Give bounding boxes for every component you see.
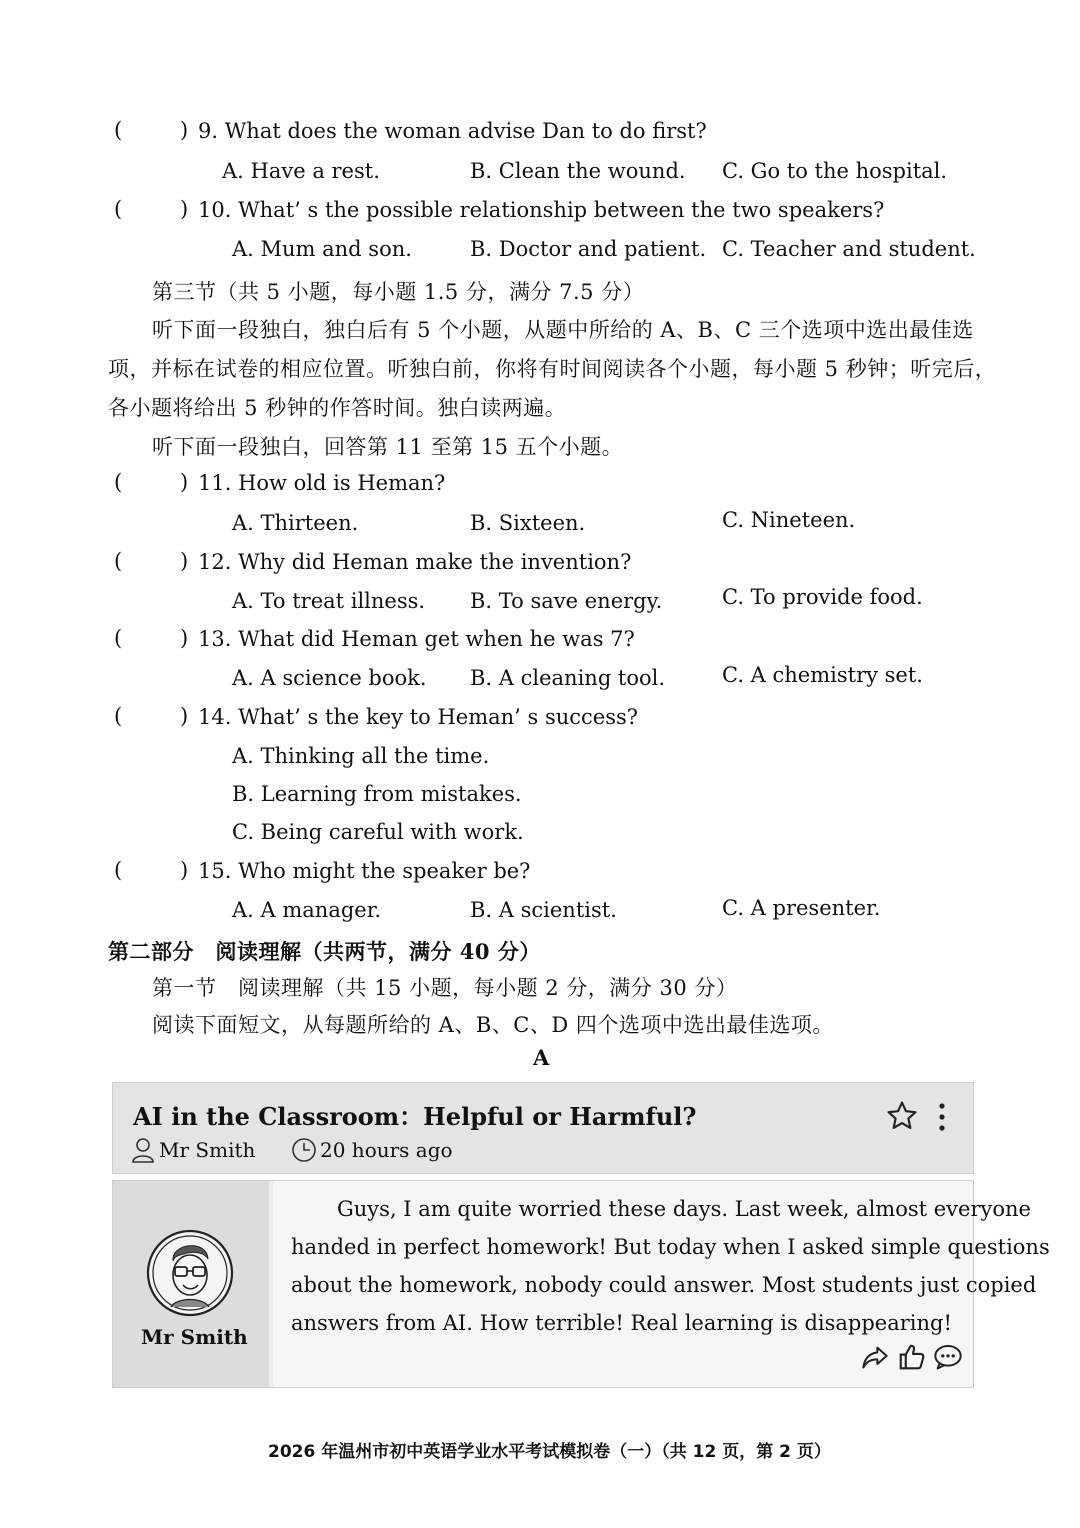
post-text-line: Guys, I am quite worried these days. Last week, almost everyone <box>337 1197 1031 1221</box>
instruction-line: 各小题将给出 5 秒钟的作答时间。独白读两遍。 <box>108 396 567 420</box>
question-stem: 14. What’ s the key to Heman’ s success? <box>198 705 639 729</box>
option-a: A. Have a rest. <box>222 159 380 183</box>
post-content <box>273 1181 1050 1387</box>
option-a: A. A science book. <box>232 666 427 690</box>
option-b: B. To save energy. <box>470 589 663 613</box>
answer-paren-close: ) <box>180 118 189 142</box>
like-icon[interactable] <box>897 1342 927 1372</box>
post-title: AI in the Classroom：Helpful or Harmful? <box>133 1102 697 1131</box>
option-c: C. To provide food. <box>722 585 923 609</box>
avatar-portrait <box>145 1225 235 1321</box>
answer-paren-open: ( <box>114 470 123 494</box>
option-b: B. Sixteen. <box>470 511 586 535</box>
answer-paren-close: ) <box>180 626 189 650</box>
clock-icon <box>291 1137 317 1163</box>
post-header <box>112 1082 974 1174</box>
post-author: Mr Smith <box>159 1138 256 1162</box>
reading-instruction: 阅读下面短文，从每题所给的 A、B、C、D 四个选项中选出最佳选项。 <box>152 1013 834 1037</box>
user-icon <box>131 1137 155 1163</box>
post-body <box>112 1180 1050 1388</box>
option-a: A. A manager. <box>232 898 382 922</box>
option-a: A. Thinking all the time. <box>232 744 490 768</box>
avatar-name: Mr Smith <box>141 1325 248 1349</box>
instruction-line: 项，并标在试卷的相应位置。听独白前，你将有时间阅读各个小题，每小题 5 秒钟；听完后， <box>108 357 997 381</box>
answer-paren-open: ( <box>114 549 123 573</box>
answer-paren-close: ) <box>180 858 189 882</box>
option-c: C. Nineteen. <box>722 508 856 532</box>
page-footer: 2026 年温州市初中英语学业水平考试模拟卷（一）（共 12 页，第 2 页） <box>268 1442 831 1462</box>
answer-paren-close: ) <box>180 197 189 221</box>
question-stem: 11. How old is Heman? <box>198 471 446 495</box>
question-stem: 13. What did Heman get when he was 7? <box>198 627 635 651</box>
option-b: B. Clean the wound. <box>470 159 686 183</box>
answer-paren-close: ) <box>180 470 189 494</box>
question-stem: 9. What does the woman advise Dan to do first? <box>198 119 707 143</box>
share-icon[interactable] <box>861 1343 889 1371</box>
option-a: A. Mum and son. <box>232 237 412 261</box>
author-meta <box>131 1137 255 1163</box>
answer-paren-open: ( <box>114 858 123 882</box>
more-icon[interactable] <box>937 1101 947 1133</box>
option-b: B. Doctor and patient. <box>470 237 707 261</box>
answer-paren-open: ( <box>114 704 123 728</box>
option-a: A. Thirteen. <box>232 511 359 535</box>
post-time: 20 hours ago <box>320 1138 453 1162</box>
answer-paren-open: ( <box>114 197 123 221</box>
author-panel <box>113 1181 269 1387</box>
star-icon[interactable] <box>885 1099 919 1133</box>
answer-paren-open: ( <box>114 118 123 142</box>
option-c: C. A chemistry set. <box>722 663 923 687</box>
option-b: B. A scientist. <box>470 898 617 922</box>
post-text-line: answers from AI. How terrible! Real learning is disappearing! <box>291 1311 952 1335</box>
option-c: C. A presenter. <box>722 896 881 920</box>
question-stem: 10. What’ s the possible relationship between the two speakers? <box>198 198 885 222</box>
instruction-line: 听下面一段独白，独白后有 5 个小题，从题中所给的 A、B、C 三个选项中选出最佳选 <box>152 318 974 342</box>
question-stem: 15. Who might the speaker be? <box>198 859 531 883</box>
answer-paren-open: ( <box>114 626 123 650</box>
answer-paren-close: ) <box>180 704 189 728</box>
option-b: B. A cleaning tool. <box>470 666 666 690</box>
post-text-line: about the homework, nobody could answer. Most students just copied <box>291 1273 1037 1297</box>
passage-label: A <box>533 1045 550 1070</box>
comment-icon[interactable] <box>933 1343 963 1371</box>
answer-paren-close: ) <box>180 549 189 573</box>
time-meta <box>291 1137 453 1163</box>
post-text-line: handed in perfect homework! But today when I asked simple questions <box>291 1235 1050 1259</box>
option-c: C. Teacher and student. <box>722 237 976 261</box>
section-title: 第一节 阅读理解（共 15 小题，每小题 2 分，满分 30 分） <box>152 976 738 1000</box>
sub-instruction: 听下面一段独白，回答第 11 至第 15 五个小题。 <box>152 435 624 459</box>
section-title: 第三节（共 5 小题，每小题 1.5 分，满分 7.5 分） <box>152 280 645 304</box>
question-stem: 12. Why did Heman make the invention? <box>198 550 632 574</box>
option-c: C. Go to the hospital. <box>722 159 948 183</box>
part-title: 第二部分 阅读理解（共两节，满分 40 分） <box>108 939 541 964</box>
option-c: C. Being careful with work. <box>232 820 524 844</box>
option-b: B. Learning from mistakes. <box>232 782 522 806</box>
option-a: A. To treat illness. <box>232 589 426 613</box>
